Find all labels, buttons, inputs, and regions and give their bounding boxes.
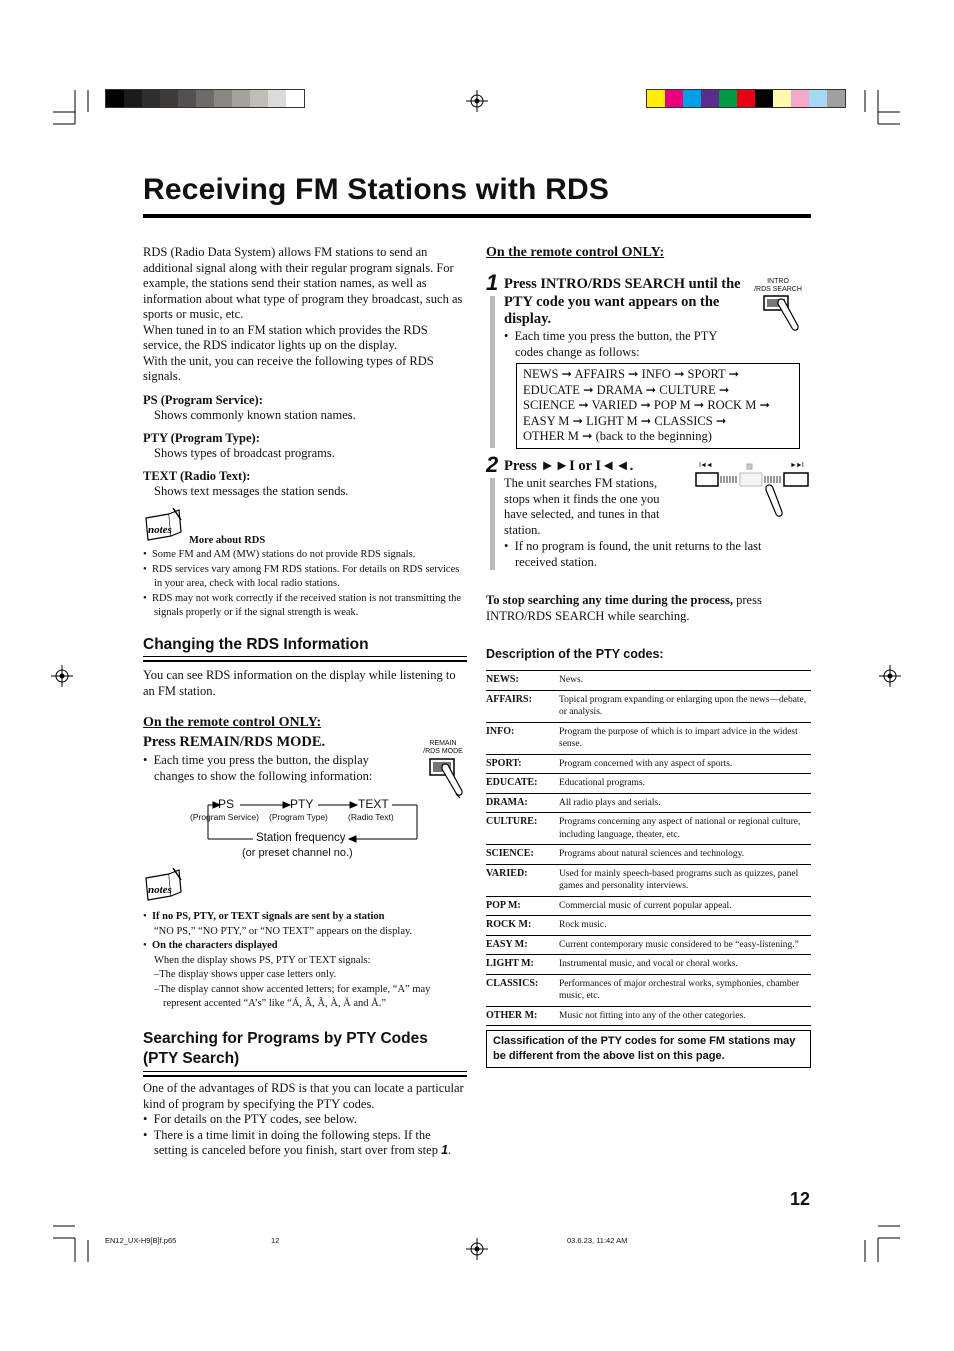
section-heading-changing: Changing the RDS Information: [143, 636, 369, 653]
pty-row: [486, 955, 811, 975]
step-1-bar: [490, 296, 495, 448]
note-item: • On the characters displayed: [143, 940, 278, 951]
pty-description: Programs about natural sciences and technology.: [559, 845, 811, 865]
pty-row: [486, 774, 811, 794]
skip-forward-icon: ►►I: [790, 462, 803, 469]
remote-only-label-right: On the remote control ONLY:: [486, 245, 665, 260]
pty-code: AFFAIRS:: [486, 690, 559, 722]
note-line: –The display shows upper case letters only.: [154, 969, 337, 980]
rds-type-pty: [143, 431, 467, 462]
notes-icon: [143, 508, 185, 548]
pty-code: SCIENCE:: [486, 845, 559, 865]
pty-description: Used for mainly speech-based programs such as quizzes, panel games and personality interviews.: [559, 864, 811, 896]
pty-row: [486, 813, 811, 845]
rds-type-label: PS (Program Service):: [143, 392, 263, 407]
notes-title: More about RDS: [189, 535, 266, 546]
note-line: “NO PS,” “NO PTY,” or “NO TEXT” appears on the display.: [154, 925, 413, 937]
pty-description: Instrumental music, and vocal or choral works.: [559, 955, 811, 975]
flow-frequency: Station frequency: [256, 832, 346, 844]
pty-code: VARIED:: [486, 864, 559, 896]
pty-row: [486, 845, 811, 865]
rds-type-ps: [143, 393, 467, 424]
pty-row: [486, 916, 811, 936]
pty-description: Program concerned with any aspect of sports.: [559, 754, 811, 774]
pty-description: Current contemporary music considered to be “easy-listening.”: [559, 935, 811, 955]
flow-pty: PTY: [290, 797, 314, 811]
notes-list: [143, 548, 467, 621]
pty-description: Program the purpose of which is to impart advice in the widest sense.: [559, 722, 811, 754]
skip-buttons-illustration: [694, 462, 812, 526]
sequence-line: NEWS ➞ AFFAIRS ➞ INFO ➞ SPORT ➞: [523, 367, 740, 381]
note-line: –The display cannot show accented letters; for example, “A” may represent accented “A’s” like “Á, Â, Ã, À, Ä and Å.”: [154, 983, 431, 1009]
pty-description: Music not fitting into any of the other categories.: [559, 1006, 811, 1026]
searching-bullet: • There is a time limit in doing the following steps. If the setting is canceled before you finish, start over from step 1.: [143, 1127, 452, 1157]
note-item: • RDS may not work correctly if the received station is not transmitting the signals properly or if the signal strength is weak.: [143, 592, 462, 618]
rds-type-text: [143, 469, 467, 500]
heading-line: (PTY Search): [143, 1050, 240, 1067]
searching-paragraph: One of the advantages of RDS is that you can locate a particular kind of program by specifying the PTY codes.: [143, 1081, 464, 1111]
rds-type-desc: Shows text messages the station sends.: [154, 484, 349, 498]
intro-paragraph: RDS (Radio Data System) allows FM stations to send an additional signal along with their regular program signals. For example, the stations send their station names, as well as information about what type of program they broadcast, such as sports or music, etc.: [143, 245, 463, 321]
pty-code: OTHER M:: [486, 1006, 559, 1026]
searching-text: [143, 1081, 467, 1159]
sequence-line: EDUCATE ➞ DRAMA ➞ CULTURE ➞: [523, 382, 730, 397]
pty-row: [486, 974, 811, 1006]
pty-code: ROCK M:: [486, 916, 559, 936]
page-title: Receiving FM Stations with RDS: [143, 173, 610, 206]
heading-rule: [143, 1071, 467, 1077]
stop-search-instruction: To stop searching any time during the process, press INTRO/RDS SEARCH while searching.: [486, 593, 762, 623]
pty-row: [486, 671, 811, 691]
sequence-line: EASY M ➞ LIGHT M ➞ CLASSICS ➞: [523, 413, 727, 428]
section-heading-searching: [143, 1029, 428, 1069]
remain-button-label: REMAIN /RDS MODE: [423, 740, 463, 755]
pty-row: [486, 690, 811, 722]
remain-bullet: • Each time you press the button, the display changes to show the following information:: [143, 753, 373, 783]
rds-type-desc: Shows commonly known station names.: [154, 408, 356, 422]
pty-description: Educational programs.: [559, 774, 811, 794]
pty-row: [486, 754, 811, 774]
pty-description-heading: Description of the PTY codes:: [486, 647, 664, 661]
pty-row: [486, 864, 811, 896]
pty-sequence-box: [516, 363, 800, 449]
flow-text: TEXT: [358, 797, 389, 811]
sequence-line: SCIENCE ➞ VARIED ➞ POP M ➞ ROCK M ➞: [523, 398, 770, 412]
heading-rule: [143, 656, 467, 662]
flow-ps: PS: [218, 797, 235, 811]
pty-code: POP M:: [486, 896, 559, 916]
flow-ps-sub: (Program Service): [190, 812, 259, 822]
rds-type-desc: Shows types of broadcast programs.: [154, 446, 335, 460]
step-1-bullet: • Each time you press the button, the PTY codes change as follows:: [504, 329, 717, 359]
pty-code: EDUCATE:: [486, 774, 559, 794]
rds-display-cycle-diagram: [180, 795, 430, 865]
pty-row: [486, 935, 811, 955]
flow-frequency-sub: (or preset channel no.): [242, 847, 353, 859]
pty-description: News.: [559, 671, 811, 691]
pty-row: [486, 722, 811, 754]
page-number: 12: [790, 1189, 811, 1209]
step-1-number: 1: [486, 270, 499, 295]
skip-back-icon: I◄◄: [699, 462, 712, 469]
pty-code: SPORT:: [486, 754, 559, 774]
step-2-title: Press ►►I or I◄◄.: [504, 458, 634, 474]
pty-code: CULTURE:: [486, 813, 559, 845]
step-2-bar: [490, 478, 495, 570]
note-item: • RDS services vary among FM RDS stations. For details on RDS services in your area, check with local radio stations.: [143, 563, 460, 589]
pty-description: Topical program expanding or enlarging upon the news—debate, or analysis.: [559, 690, 811, 722]
heading-line: Searching for Programs by PTY Codes: [143, 1030, 428, 1047]
pty-code: EASY M:: [486, 935, 559, 955]
intro-paragraph: With the unit, you can receive the following types of RDS signals.: [143, 353, 434, 383]
footer-datetime: 03.6.23, 11:42 AM: [567, 1236, 628, 1245]
flow-pty-sub: (Program Type): [269, 812, 328, 822]
rds-type-label: TEXT (Radio Text):: [143, 468, 251, 483]
pty-code: NEWS:: [486, 671, 559, 691]
footer-page-ref: 12: [271, 1236, 280, 1245]
notes-icon-text: notes: [148, 884, 172, 896]
note-item: • If no PS, PTY, or TEXT signals are sent by a station: [143, 911, 385, 922]
pty-code: CLASSICS:: [486, 974, 559, 1006]
step-2-number: 2: [486, 452, 499, 477]
pty-description: Rock music.: [559, 916, 811, 936]
notes-list-2: [143, 910, 467, 1012]
pty-row: [486, 793, 811, 813]
changing-text: You can see RDS information on the display while listening to an FM station.: [143, 668, 456, 698]
step-1-title: Press INTRO/RDS SEARCH until the PTY code you want appears on the display.: [504, 276, 741, 327]
classification-note-box: Classification of the PTY codes for some FM stations may be different from the above list on this page.: [486, 1030, 811, 1068]
pty-code: INFO:: [486, 722, 559, 754]
flow-text-sub: (Radio Text): [348, 812, 394, 822]
pty-row: [486, 896, 811, 916]
pty-code-table: [486, 670, 811, 1026]
sequence-line: OTHER M ➞ (back to the beginning): [523, 429, 712, 443]
intro-paragraph: When tuned in to an FM station which provides the RDS service, the RDS indicator lights up on the display.: [143, 322, 428, 352]
note-item: • Some FM and AM (MW) stations do not provide RDS signals.: [143, 549, 416, 560]
note-line: When the display shows PS, PTY or TEXT signals:: [154, 954, 371, 966]
searching-bullet: • For details on the PTY codes, see below.: [143, 1112, 357, 1126]
title-rule: [143, 214, 811, 218]
left-column: [143, 245, 467, 500]
pty-code: DRAMA:: [486, 793, 559, 813]
pty-description: Performances of major orchestral works, symphonies, chamber music, etc.: [559, 974, 811, 1006]
pty-description: Programs concerning any aspect of national or regional culture, including language, theater, etc.: [559, 813, 811, 845]
pty-description: Commercial music of current popular appeal.: [559, 896, 811, 916]
pty-description: All radio plays and serials.: [559, 793, 811, 813]
notes-icon-text: notes: [148, 524, 172, 536]
notes-icon: [143, 868, 185, 908]
intro-button-icon: [762, 294, 806, 338]
remote-only-label: On the remote control ONLY:: [143, 715, 322, 730]
footer-file: EN12_UX-H9[B]f.p65: [105, 1236, 177, 1245]
remain-button-icon: [428, 757, 470, 803]
pty-row: [486, 1006, 811, 1026]
step-2-text: The unit searches FM stations, stops when it finds the one you have selected, and tunes in that station.: [504, 476, 660, 537]
intro-button-label: INTRO /RDS SEARCH: [754, 278, 802, 293]
press-remain-instruction: Press REMAIN/RDS MODE.: [143, 734, 326, 750]
rds-type-label: PTY (Program Type):: [143, 430, 260, 445]
step-2-bullet: • If no program is found, the unit returns to the last received station.: [504, 539, 762, 569]
pty-code: LIGHT M:: [486, 955, 559, 975]
